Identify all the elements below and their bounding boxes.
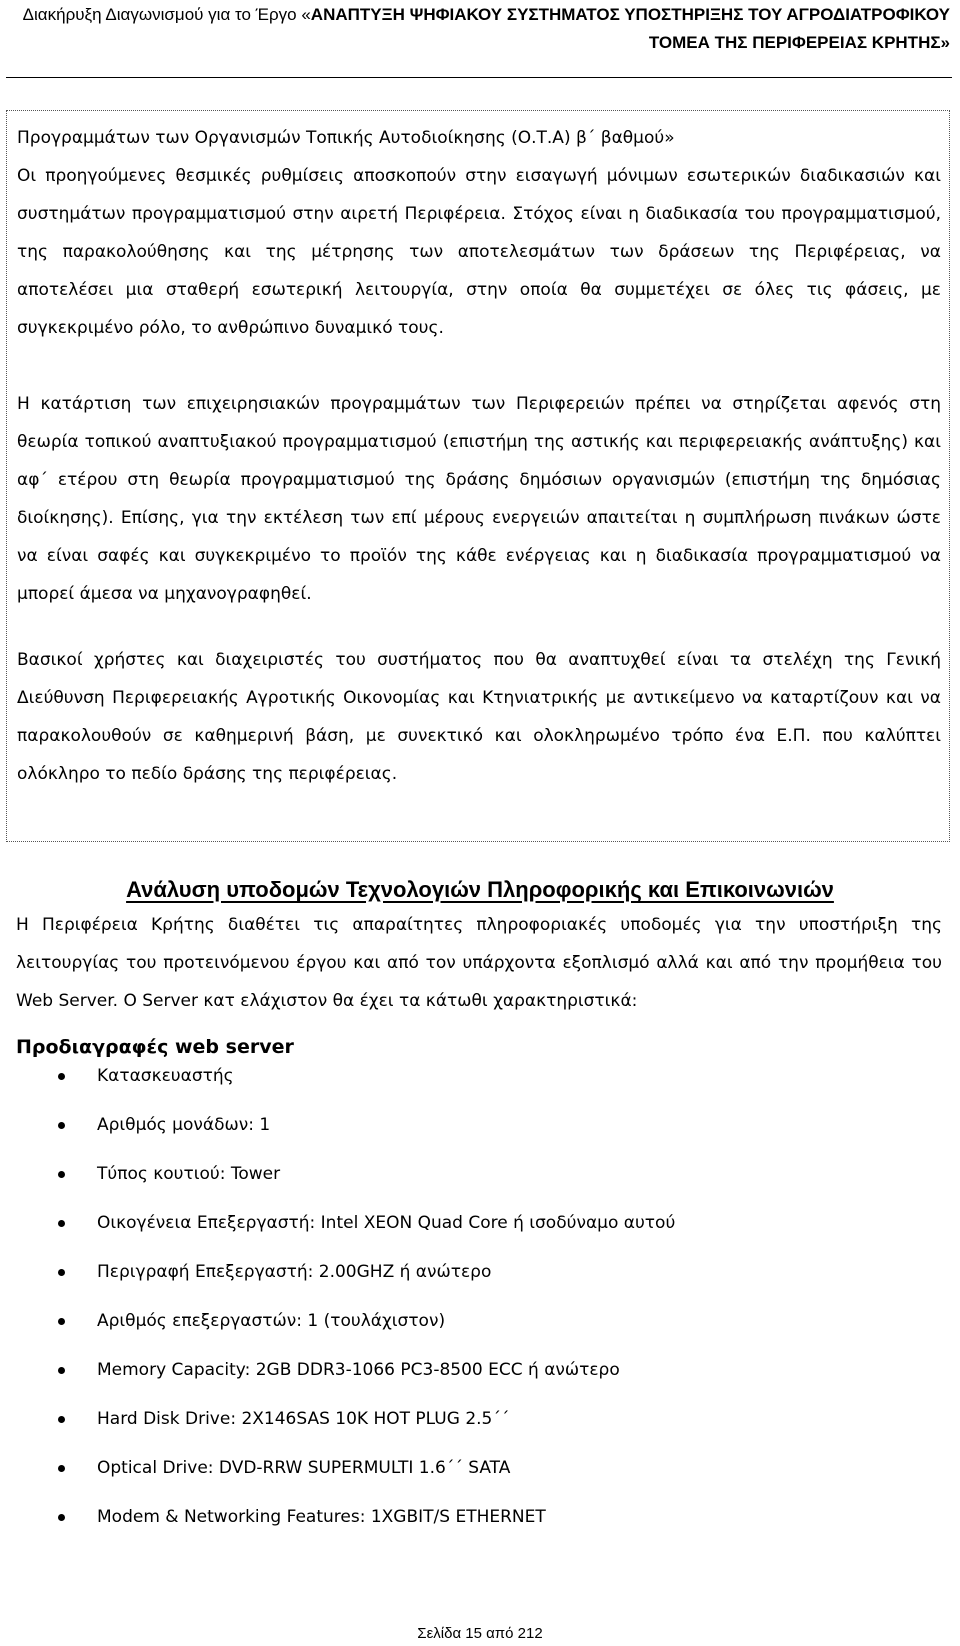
- spec-item-text: Optical Drive: DVD-RRW SUPERMULTI 1.6΄΄ SATA: [97, 1458, 511, 1478]
- paragraph-operational-programs: Η κατάρτιση των επιχειρησιακών προγραμμάτων των Περιφερειών πρέπει να στηρίζεται αφενός στη θεωρία τοπικού αναπτυξιακού προγραμματισμού (επιστήμη της αστικής και περιφερειακής ανάπτυξης) και αφ΄ ετέρου στη θεωρία προγραμματισμού της δράσης δημόσιων οργανισμών (επιστήμη της δημόσιας διοίκησης). Επίσης, για την εκτέλεση των επί μέρους ενεργειών απαιτείται η συμπλήρωση πινάκων ώστε να είναι σαφές και συγκεκριμένο το προϊόν της κάθε ενέργειας και η διαδικασία προγραμματισμού να μπορεί άμεσα να μηχανογραφηθεί.: [17, 394, 941, 604]
- list-item: [0, 1209, 960, 1237]
- paragraph-main-users: Βασικοί χρήστες και διαχειριστές του συστήματος που θα αναπτυχθεί είναι τα στελέχη της Γενική Διεύθυνση Περιφερειακής Αγροτικής Οικονομίας και Κτηνιατρικής με αντικείμενο να καταρτίζουν και να παρακολουθούν σε καθημερινή βάση, με συνεκτικό και ολοκληρωμένο τρόπο ένα Ε.Π. που καλύπτει ολόκληρο το πεδίο δράσης της περιφέρειας.: [17, 650, 941, 784]
- header-title-line-2: ΤΟΜΕΑ ΤΗΣ ΠΕΡΙΦΕΡΕΙΑΣ ΚΡΗΤΗΣ»: [648, 33, 950, 52]
- list-item: [0, 1160, 960, 1188]
- bullet-icon: [58, 1171, 65, 1178]
- paragraph-institutional-settings: Οι προηγούμενες θεσμικές ρυθμίσεις αποσκοπούν στην εισαγωγή μόνιμων εσωτερικών διαδικασιών και συστημάτων προγραμματισμού στην αιρετή Περιφέρεια. Στόχος είναι η διαδικασία του προγραμματισμού, της παρακολούθησης και της μέτρησης των αποτελεσμάτων των δράσεων της Περιφέρειας, να αποτελέσει μια σταθερή εσωτερική λειτουργία, στην οποία θα συμμετέχει σε όλες τις φάσεις, με συγκεκριμένο ρόλο, το ανθρώπινο δυναμικό τους.: [17, 166, 941, 338]
- bullet-icon: [58, 1367, 65, 1374]
- bullet-icon: [58, 1465, 65, 1472]
- header-title-line-1: [23, 2, 950, 28]
- spec-item-text: Κατασκευαστής: [97, 1066, 234, 1086]
- spec-item-text: Τύπος κουτιού: Tower: [97, 1164, 281, 1184]
- header-divider: [6, 77, 952, 78]
- page-header: [0, 0, 960, 78]
- list-item: [0, 1062, 960, 1090]
- spec-item-text: Modem & Networking Features: 1XGBIT/S ETHERNET: [97, 1507, 546, 1527]
- list-item: [0, 1454, 960, 1482]
- list-item: [0, 1111, 960, 1139]
- list-item: [0, 1258, 960, 1286]
- paragraph-infrastructure-intro: Η Περιφέρεια Κρήτης διαθέτει τις απαραίτητες πληροφοριακές υποδομές για την υποστήριξη της λειτουργίας του προτεινόμενου έργου και από τον υπάρχοντα εξοπλισμό αλλά και από την προμήθεια του Web Server. Ο Server κατ ελάχιστον θα έχει τα κάτωθι χαρακτηριστικά:: [16, 915, 942, 1011]
- bullet-icon: [58, 1220, 65, 1227]
- bullet-icon: [58, 1318, 65, 1325]
- header-title-bold: ΑΝΑΠΤΥΞΗ ΨΗΦΙΑΚΟΥ ΣΥΣΤΗΜΑΤΟΣ ΥΠΟΣΤΗΡΙΞΗΣ ΤΟΥ ΑΓΡΟΔΙΑΤΡΟΦΙΚΟΥ: [310, 5, 950, 24]
- bordered-text-box: [6, 110, 950, 842]
- spec-item-text: Hard Disk Drive: 2X146SAS 10K HOT PLUG 2.5΄΄: [97, 1409, 510, 1429]
- list-item: [0, 1307, 960, 1335]
- paragraph-programs-title: Προγραμμάτων των Οργανισμών Τοπικής Αυτοδιοίκησης (Ο.Τ.Α) β΄ βαθμού»: [17, 128, 675, 148]
- spec-heading: Προδιαγραφές web server: [16, 1036, 294, 1058]
- bullet-icon: [58, 1122, 65, 1129]
- list-item: [0, 1503, 960, 1531]
- section-heading: Ανάλυση υποδομών Τεχνολογιών Πληροφορικής και Επικοινωνιών: [126, 877, 834, 902]
- list-item: [0, 1356, 960, 1384]
- spec-item-text: Memory Capacity: 2GB DDR3-1066 PC3-8500 ECC ή ανώτερο: [97, 1360, 620, 1380]
- bullet-icon: [58, 1514, 65, 1521]
- bullet-icon: [58, 1073, 65, 1080]
- bullet-icon: [58, 1416, 65, 1423]
- header-title-plain: Διακήρυξη Διαγωνισμού για το Έργο «: [22, 5, 311, 24]
- list-item: [0, 1405, 960, 1433]
- spec-item-text: Αριθμός επεξεργαστών: 1 (τουλάχιστον): [97, 1311, 446, 1331]
- spec-item-text: Οικογένεια Επεξεργαστή: Intel XEON Quad Core ή ισοδύναμο αυτού: [97, 1213, 676, 1233]
- spec-item-text: Αριθμός μονάδων: 1: [97, 1115, 271, 1135]
- spec-item-text: Περιγραφή Επεξεργαστή: 2.00GHZ ή ανώτερο: [97, 1262, 492, 1282]
- bullet-icon: [58, 1269, 65, 1276]
- page-number: Σελίδα 15 από 212: [417, 1625, 543, 1642]
